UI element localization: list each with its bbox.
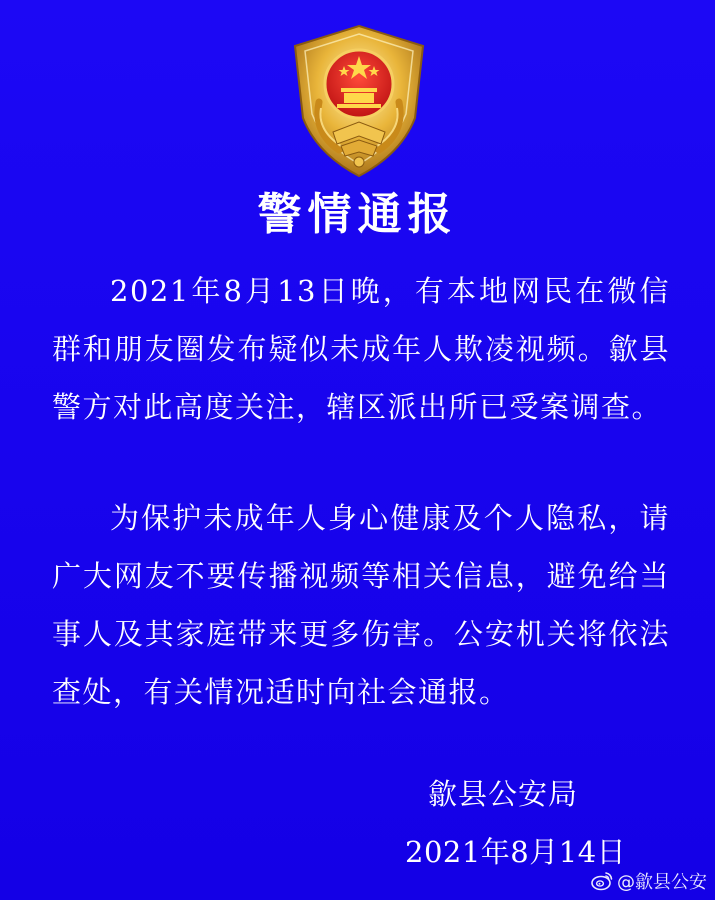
weibo-icon [591,871,613,891]
signature-date: 2021年8月14日 [405,835,627,869]
watermark-text: @歙县公安 [617,872,707,893]
notice-title: 警情通报 [257,189,458,240]
police-emblem-icon [289,22,429,180]
notice-paragraph-2: 为保护未成年人身心健康及个人隐私，请广大网友不要传播视频等相关信息，避免给当事人及其家庭带来更多伤害。公安机关将依法查处，有关情况适时向社会通报。 [52,501,670,709]
notice-paragraph-1: 2021年8月13日晚，有本地网民在微信群和朋友圈发布疑似未成年人欺凌视频。歙县警方对此高度关注，辖区派出所已受案调查。 [52,274,670,424]
signature-organization: 歙县公安局 [428,777,579,811]
weibo-watermark [591,868,707,894]
